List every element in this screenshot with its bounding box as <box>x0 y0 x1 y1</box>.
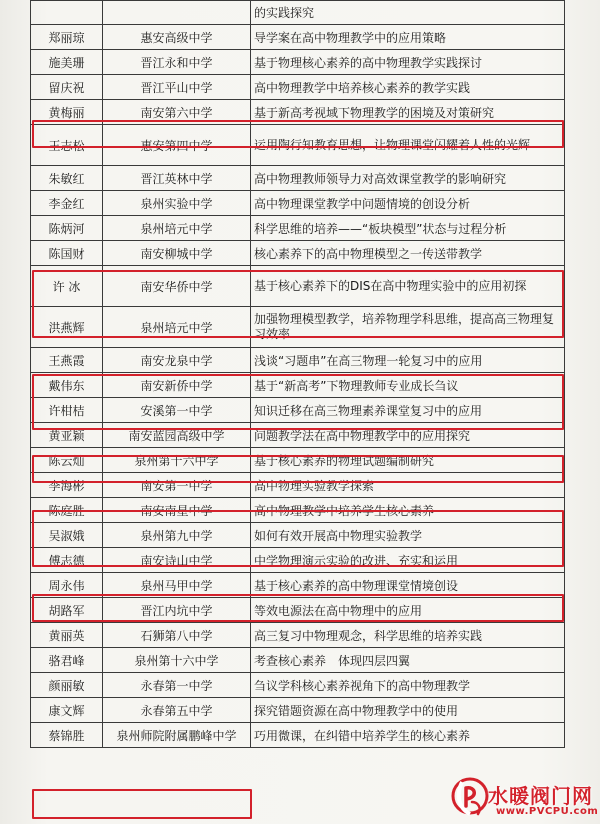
teacher-name-cell: 许柑桔 <box>31 398 103 423</box>
teacher-name-cell: 胡路军 <box>31 598 103 623</box>
teacher-name-cell: 吴淑娥 <box>31 523 103 548</box>
school-cell: 泉州培元中学 <box>103 216 251 241</box>
topic-cell: 高中物理教学中培养核心素养的教学实践 <box>251 75 565 100</box>
school-cell: 永春第一中学 <box>103 673 251 698</box>
teacher-name-cell: 陈国财 <box>31 241 103 266</box>
table-row <box>31 673 565 698</box>
teacher-name-cell: 留庆祝 <box>31 75 103 100</box>
table-row <box>31 398 565 423</box>
roster-body <box>31 1 565 748</box>
topic-cell: 基于物理核心素养的高中物理教学实践探讨 <box>251 50 565 75</box>
topic-cell: 导学案在高中物理教学中的应用策略 <box>251 25 565 50</box>
table-row <box>31 573 565 598</box>
school-cell: 南安蓝园高级中学 <box>103 423 251 448</box>
table-row <box>31 698 565 723</box>
school-cell: 泉州马甲中学 <box>103 573 251 598</box>
topic-cell: 高中物理实验教学探索 <box>251 473 565 498</box>
school-cell: 泉州第十六中学 <box>103 448 251 473</box>
topic-cell: 基于核心素养的物理试题编制研究 <box>251 448 565 473</box>
school-cell: 南安华侨中学 <box>103 266 251 307</box>
teacher-name-cell: 陈庭胜 <box>31 498 103 523</box>
teacher-name-cell: 黄亚颖 <box>31 423 103 448</box>
teacher-name-cell: 朱敏红 <box>31 166 103 191</box>
school-cell: 南安南星中学 <box>103 498 251 523</box>
teacher-name-cell: 黄梅丽 <box>31 100 103 125</box>
roster-table <box>30 0 565 748</box>
school-cell: 晋江永和中学 <box>103 50 251 75</box>
watermark-logo-icon <box>448 772 492 818</box>
school-cell: 晋江平山中学 <box>103 75 251 100</box>
teacher-name-cell: 戴伟东 <box>31 373 103 398</box>
teacher-name-cell: 施美珊 <box>31 50 103 75</box>
teacher-name-cell: 周永伟 <box>31 573 103 598</box>
teacher-name-cell: 许 冰 <box>31 266 103 307</box>
topic-cell: 基于核心素养下的DIS在高中物理实验中的应用初探 <box>251 266 565 307</box>
table-row <box>31 423 565 448</box>
topic-cell: 高中物理教学中培养学生核心素养 <box>251 498 565 523</box>
table-row <box>31 266 565 307</box>
teacher-name-cell: 傅志德 <box>31 548 103 573</box>
watermark-url: www.PVCPU.com <box>496 806 599 817</box>
topic-cell: 高中物理课堂教学中问题情境的创设分析 <box>251 191 565 216</box>
topic-cell: 基于核心素养的高中物理课堂情境创设 <box>251 573 565 598</box>
table-row <box>31 216 565 241</box>
teacher-name-cell: 陈云灿 <box>31 448 103 473</box>
topic-cell: 刍议学科核心素养视角下的高中物理教学 <box>251 673 565 698</box>
teacher-name-cell <box>31 1 103 25</box>
table-row <box>31 307 565 348</box>
school-cell: 晋江内坑中学 <box>103 598 251 623</box>
watermark-title: 水暖阀门网 <box>488 784 593 808</box>
table-row <box>31 50 565 75</box>
teacher-name-cell: 郑丽琼 <box>31 25 103 50</box>
table-row <box>31 125 565 166</box>
teacher-name-cell: 颜丽敏 <box>31 673 103 698</box>
topic-cell: 运用陶行知教育思想，让物理课堂闪耀着人性的光辉 <box>251 125 565 166</box>
school-cell: 南安第一中学 <box>103 473 251 498</box>
teacher-name-cell: 洪燕辉 <box>31 307 103 348</box>
school-cell: 安溪第一中学 <box>103 398 251 423</box>
school-cell: 惠安第四中学 <box>103 125 251 166</box>
topic-cell: 中学物理演示实验的改进、充实和运用 <box>251 548 565 573</box>
school-cell: 泉州第九中学 <box>103 523 251 548</box>
table-row <box>31 1 565 25</box>
highlight-box-cai-jinsheng <box>32 789 252 819</box>
school-cell <box>103 1 251 25</box>
topic-cell: 等效电源法在高中物理中的应用 <box>251 598 565 623</box>
table-row <box>31 548 565 573</box>
teacher-name-cell: 蔡锦胜 <box>31 723 103 748</box>
topic-cell: 高三复习中物理观念，科学思维的培养实践 <box>251 623 565 648</box>
table-row <box>31 623 565 648</box>
school-cell: 南安新侨中学 <box>103 373 251 398</box>
topic-cell: 如何有效开展高中物理实验教学 <box>251 523 565 548</box>
topic-cell: 基于新高考视域下物理教学的困境及对策研究 <box>251 100 565 125</box>
table-row <box>31 648 565 673</box>
table-row <box>31 25 565 50</box>
school-cell: 晋江英林中学 <box>103 166 251 191</box>
teacher-name-cell: 骆君峰 <box>31 648 103 673</box>
teacher-name-cell: 康文辉 <box>31 698 103 723</box>
teacher-name-cell: 李海彬 <box>31 473 103 498</box>
school-cell: 南安龙泉中学 <box>103 348 251 373</box>
school-cell: 惠安高级中学 <box>103 25 251 50</box>
table-row <box>31 523 565 548</box>
teacher-name-cell: 王燕霞 <box>31 348 103 373</box>
table-row <box>31 723 565 748</box>
teacher-name-cell: 陈炳河 <box>31 216 103 241</box>
school-cell: 石狮第八中学 <box>103 623 251 648</box>
topic-cell: 探究错题资源在高中物理教学中的使用 <box>251 698 565 723</box>
table-row <box>31 191 565 216</box>
topic-cell: 加强物理模型教学，培养物理学科思维，提高高三物理复习效率 <box>251 307 565 348</box>
table-row <box>31 473 565 498</box>
table-row <box>31 448 565 473</box>
topic-cell: 巧用微课，在纠错中培养学生的核心素养 <box>251 723 565 748</box>
table-row <box>31 166 565 191</box>
teacher-name-cell: 王志松 <box>31 125 103 166</box>
topic-cell: 高中物理教师领导力对高效课堂教学的影响研究 <box>251 166 565 191</box>
school-cell: 永春第五中学 <box>103 698 251 723</box>
topic-cell: 基于“新高考”下物理教师专业成长刍议 <box>251 373 565 398</box>
school-cell: 泉州培元中学 <box>103 307 251 348</box>
school-cell: 南安诗山中学 <box>103 548 251 573</box>
topic-cell: 浅谈“习题串”在高三物理一轮复习中的应用 <box>251 348 565 373</box>
table-row <box>31 373 565 398</box>
school-cell: 泉州实验中学 <box>103 191 251 216</box>
site-watermark <box>448 772 599 822</box>
topic-cell: 知识迁移在高三物理素养课堂复习中的应用 <box>251 398 565 423</box>
topic-cell: 核心素养下的高中物理模型之一传送带教学 <box>251 241 565 266</box>
table-row <box>31 241 565 266</box>
table-row <box>31 348 565 373</box>
school-cell: 泉州师院附属鹏峰中学 <box>103 723 251 748</box>
topic-cell: 科学思维的培养——“板块模型”状态与过程分析 <box>251 216 565 241</box>
topic-cell: 问题教学法在高中物理教学中的应用探究 <box>251 423 565 448</box>
school-cell: 泉州第十六中学 <box>103 648 251 673</box>
topic-cell: 考查核心素养 体现四层四翼 <box>251 648 565 673</box>
teacher-name-cell: 黄丽英 <box>31 623 103 648</box>
teacher-name-cell: 李金红 <box>31 191 103 216</box>
table-row <box>31 75 565 100</box>
table-row <box>31 498 565 523</box>
table-row <box>31 598 565 623</box>
table-row <box>31 100 565 125</box>
school-cell: 南安第六中学 <box>103 100 251 125</box>
school-cell: 南安柳城中学 <box>103 241 251 266</box>
topic-cell: 的实践探究 <box>251 1 565 25</box>
